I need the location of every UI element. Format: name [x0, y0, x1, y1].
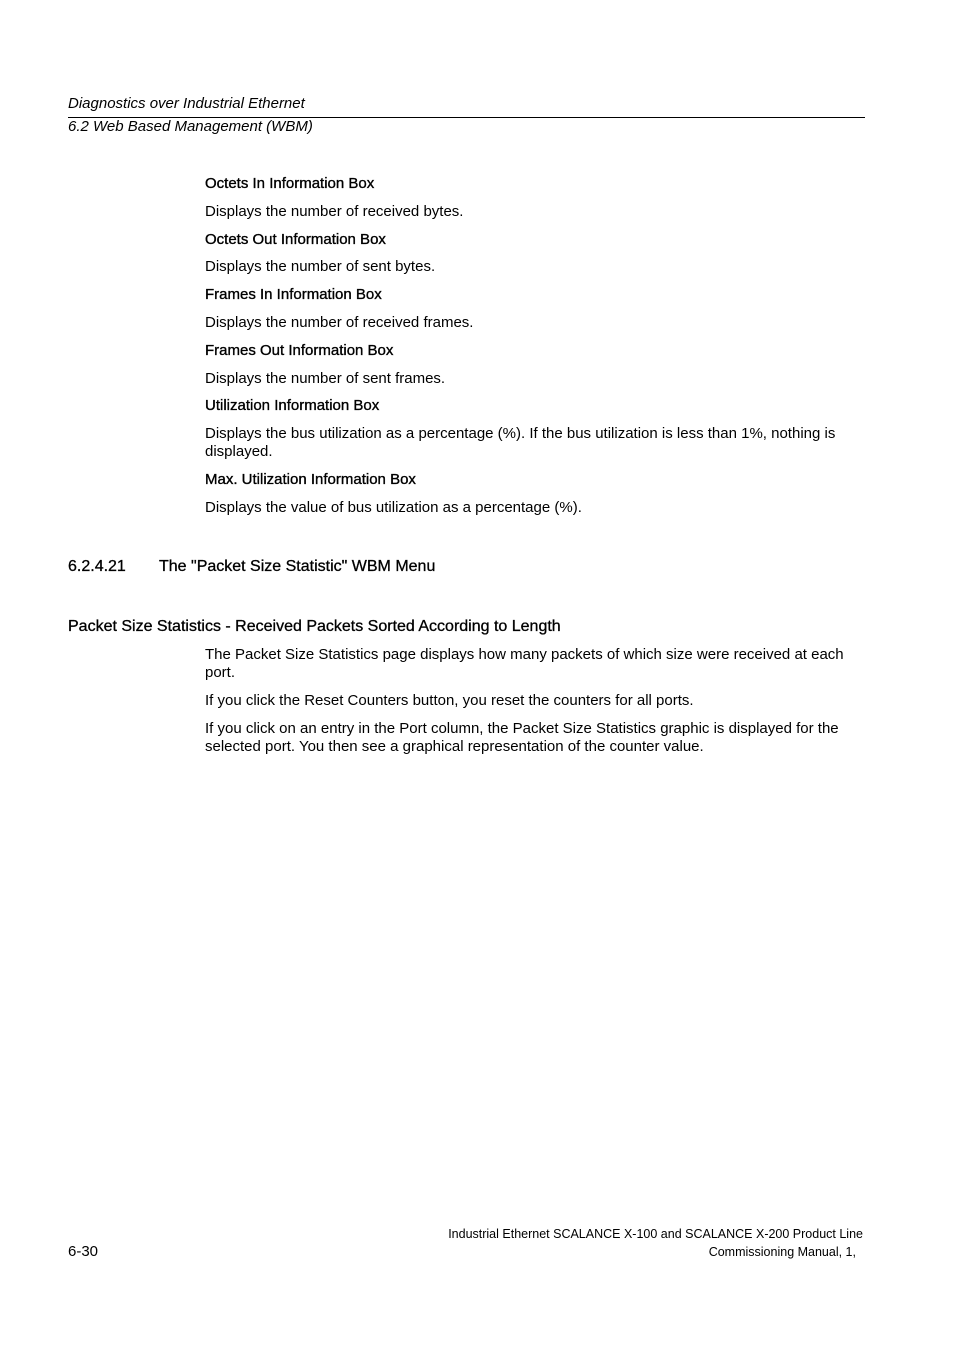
definition-term: Octets Out Information Box — [205, 231, 386, 248]
section-title: The "Packet Size Statistic" WBM Menu — [159, 558, 436, 575]
definition-term: Utilization Information Box — [205, 397, 380, 414]
footer-manual-title: Commissioning Manual, 1, — [708, 1245, 856, 1259]
definition-term: Octets In Information Box — [205, 175, 375, 192]
definition-term: Frames Out Information Box — [205, 342, 394, 359]
definition-description: Displays the number of received bytes. — [205, 203, 464, 220]
definition-description: Displays the bus utilization as a percentage (%). If the bus utilization is less than 1%, nothing is displayed. — [205, 425, 836, 460]
running-header-chapter: Diagnostics over Industrial Ethernet — [68, 95, 305, 112]
subsection-heading: Packet Size Statistics - Received Packets Sorted According to Length — [68, 618, 561, 635]
definition-description: Displays the number of received frames. — [205, 314, 474, 331]
running-header-section: 6.2 Web Based Management (WBM) — [68, 118, 313, 135]
definition-description: Displays the number of sent frames. — [205, 370, 446, 387]
page-number: 6-30 — [68, 1243, 99, 1260]
body-paragraph: If you click on an entry in the Port column, the Packet Size Statistics graphic is displayed for the selected port. You then see a graphical representation of the counter value. — [205, 720, 839, 755]
section-number: 6.2.4.21 — [68, 558, 126, 575]
definition-term: Frames In Information Box — [205, 286, 382, 303]
body-paragraph: If you click the Reset Counters button, you reset the counters for all ports. — [205, 692, 694, 709]
body-paragraph: The Packet Size Statistics page displays how many packets of which size were received at each port. — [205, 646, 844, 681]
definition-description: Displays the value of bus utilization as a percentage (%). — [205, 499, 582, 516]
footer-product-line: Industrial Ethernet SCALANCE X-100 and SCALANCE X-200 Product Line — [448, 1227, 863, 1241]
section-heading — [68, 558, 435, 576]
definition-term: Max. Utilization Information Box — [205, 471, 416, 488]
definition-description: Displays the number of sent bytes. — [205, 258, 436, 275]
